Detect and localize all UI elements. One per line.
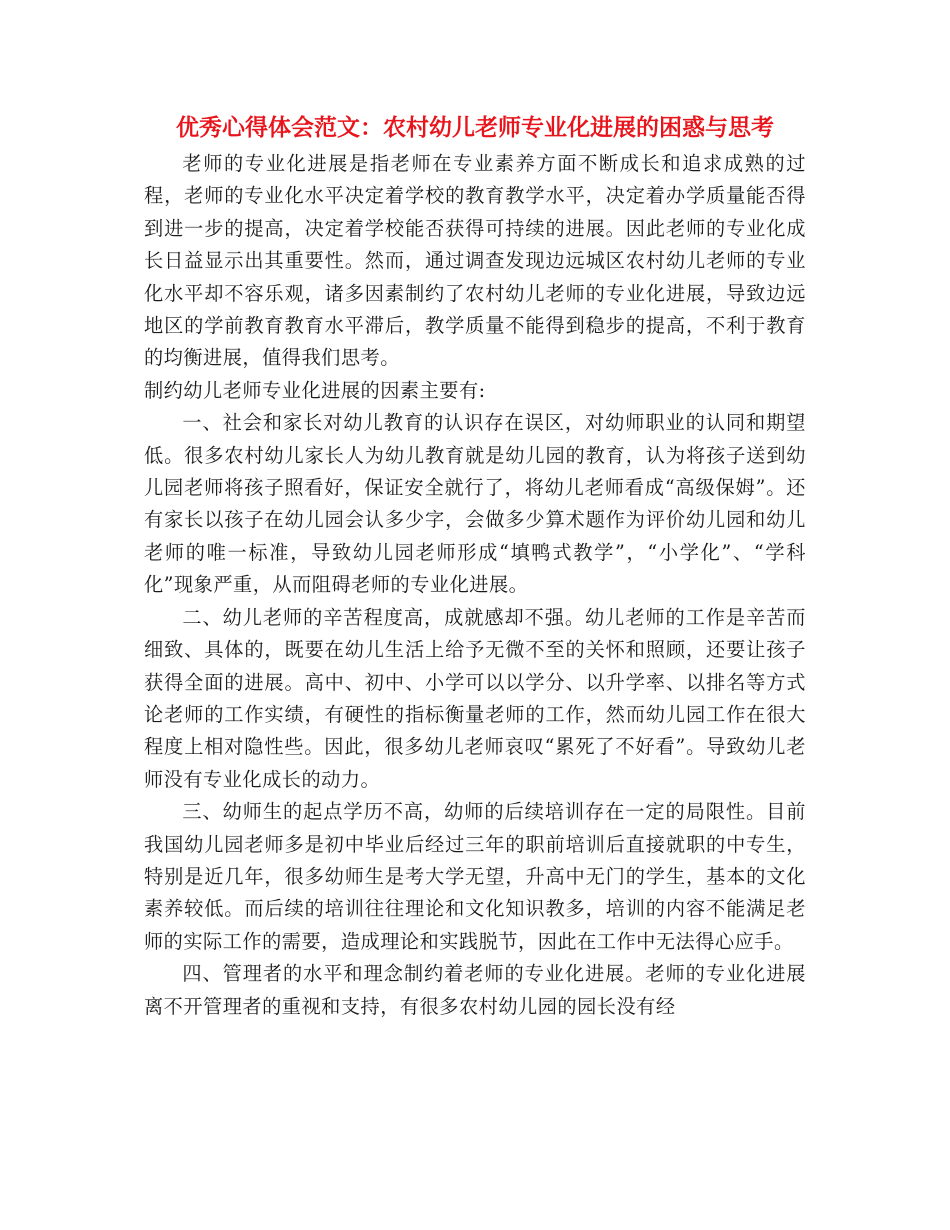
document-title: 优秀心得体会范文：农村幼儿老师专业化进展的困惑与思考 xyxy=(176,114,774,141)
paragraph-intro: 老师的专业化进展是指老师在专业素养方面不断成长和追求成熟的过程，老师的专业化水平决定着学校的教育教学水平，决定着办学质量能否得到进一步的提高，决定着学校能否获得可持续的进展。因此老师的专业化成长日益显示出其重要性。然而，通过调查发现边远城区农村幼儿老师的专业化水平却不容乐观，诸多因素制约了农村幼儿老师的专业化进展，导致边远地区的学前教育教育水平滞后，教学质量不能得到稳步的提高，不利于教育的均衡进展，值得我们思考。 xyxy=(144,152,806,370)
paragraph-factor-3: 三、幼师生的起点学历不高，幼师的后续培训存在一定的局限性。目前我国幼儿园老师多是初中毕业后经过三年的职前培训后直接就职的中专生，特别是近几年，很多幼师生是考大学无望，升高中无门的学生，基本的文化素养较低。而后续的培训往往理论和文化知识教多，培训的内容不能满足老师的实际工作的需要，造成理论和实践脱节，因此在工作中无法得心应手。 xyxy=(144,800,806,953)
paragraph-factor-4: 四、管理者的水平和理念制约着老师的专业化进展。老师的专业化进展离不开管理者的重视和支持，有很多农村幼儿园的园长没有经 xyxy=(144,962,806,1018)
document-body xyxy=(144,148,806,1023)
paragraph-factor-1: 一、社会和家长对幼儿教育的认识存在误区，对幼师职业的认同和期望低。很多农村幼儿家长人为幼儿教育就是幼儿园的教育，认为将孩子送到幼儿园老师将孩子照看好，保证安全就行了，将幼儿老师看成“高级保姆”。还有家长以孩子在幼儿园会认多少字，会做多少算术题作为评价幼儿园和幼儿老师的唯一标准，导致幼儿园老师形成“填鸭式教学”，“小学化”、“学科化”现象严重，从而阻碍老师的专业化进展。 xyxy=(144,411,806,597)
paragraph-factor-2: 二、幼儿老师的辛苦程度高，成就感却不强。幼儿老师的工作是辛苦而细致、具体的，既要在幼儿生活上给予无微不至的关怀和照顾，还要让孩子获得全面的进展。高中、初中、小学可以以学分、以升学率、以排名等方式论老师的工作实绩，有硬性的指标衡量老师的工作，然而幼儿园工作在很大程度上相对隐性些。因此，很多幼儿老师哀叹“累死了不好看”。导致幼儿老师没有专业化成长的动力。 xyxy=(144,605,806,791)
paragraph-factors-heading: 制约幼儿老师专业化进展的因素主要有: xyxy=(144,378,486,402)
